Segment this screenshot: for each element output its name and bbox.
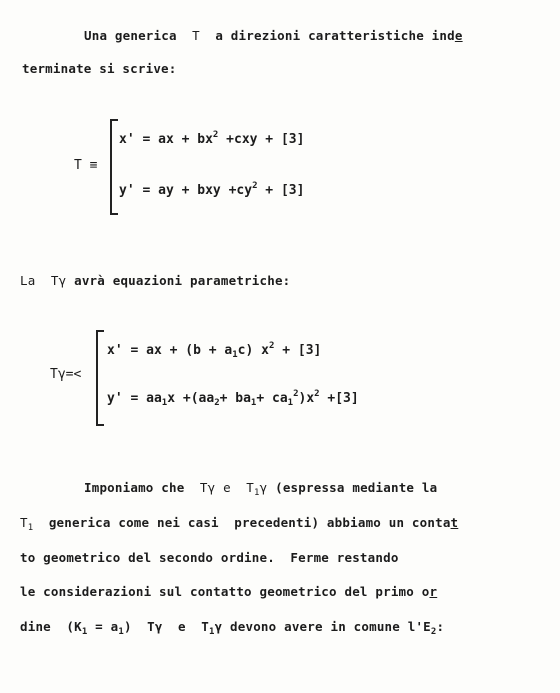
para-line-4: le considerazioni sul contatto geometrico del primo or — [20, 584, 438, 599]
para-line-1: Imponiamo che Tγ e $T_1\gamma$ (espressa mediante la — [84, 480, 438, 498]
para-line-2: $T_1$ generica come nei casi precedenti) abbiamo un contat — [20, 515, 459, 533]
system2-bracket — [96, 330, 98, 426]
intro-line-1: Una generica T a direzioni caratteristiche inde — [84, 28, 463, 43]
system2-equation-x: x' = ax + $(b + a_1c)$ $x^2 + [3]$ — [107, 341, 322, 360]
para-line-3: to geometrico del secondo ordine. Ferme restando — [20, 550, 399, 565]
system2-bracket-bottom — [96, 424, 104, 426]
system1-equation-x: x' = ax + $bx^2 +cxy + [3]$ — [119, 130, 305, 147]
system1-bracket-top — [110, 119, 118, 121]
system1-bracket-bottom — [110, 213, 118, 215]
para-line-5: dine $(K_1 = a_1)$ Tγ e $T_1\gamma$ devono avere in comune $l'E_2$: — [20, 619, 445, 637]
system2-bracket-top — [96, 330, 104, 332]
system1-equation-y: y' = ay + bxy $+cy^2 + [3]$ — [119, 181, 305, 198]
mid-line: La Tγ avrà equazioni parametriche: — [20, 273, 291, 288]
system2-equation-y: $y' = aa_1x +(aa_2+ ba_1+ ca_1^2)x^2 +[3]$ — [107, 389, 359, 408]
system2-label: Tγ=< — [50, 367, 82, 382]
system1-label: T ≡ — [74, 158, 98, 173]
intro-line-2: terminate si scrive: — [22, 61, 177, 76]
system1-bracket — [110, 119, 112, 215]
